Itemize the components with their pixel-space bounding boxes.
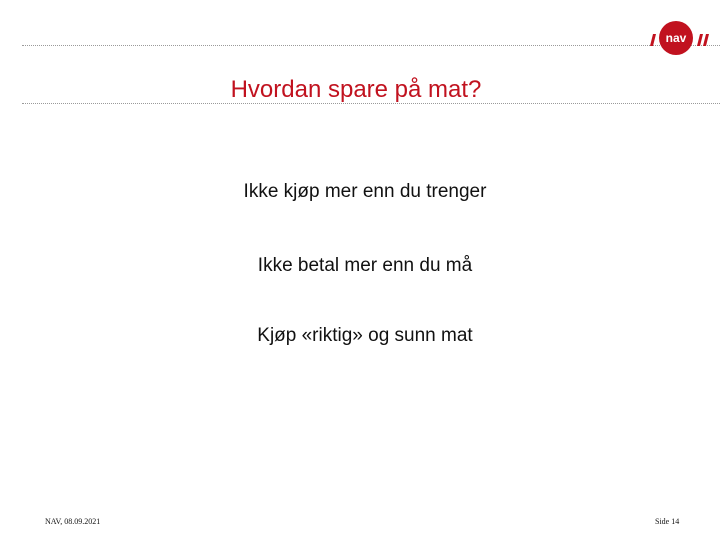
bullet-item-3: Kjøp «riktig» og sunn mat [257,325,473,346]
footer-page-number: Side 14 [655,517,680,526]
header-divider [22,45,720,46]
slide-title-text: Hvordan spare på mat? [230,76,482,103]
slide-title [0,76,720,104]
bullet-item-1: Ikke kjøp mer enn du trenger [243,181,487,202]
nav-logo-icon [646,16,710,56]
footer-date: NAV, 08.09.2021 [45,517,101,526]
bullet-item-2: Ikke betal mer enn du må [257,255,473,276]
logo-text: nav [665,31,687,45]
